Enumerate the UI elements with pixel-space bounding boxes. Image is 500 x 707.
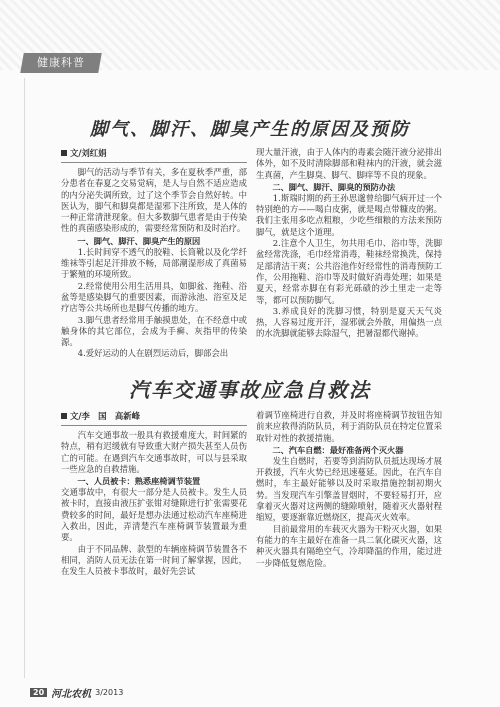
subheading: 二、脚气、脚汗、脚臭的预防办法 [272,181,396,192]
paragraph: 1.斯瑞时期的药王孙思邈曾给脚气病开过一个特别绝的方——喝白皮粥，就是喝点带糠皮的粥。我们主张用多吃点粗粮，少吃些细粮的方法来预防脚气，就是这个道理。 [256,192,442,237]
article2-column-right [256,410,442,569]
byline-square-icon [61,413,67,419]
article1-column-left [61,147,247,360]
article2-byline [61,410,247,426]
article1-col1-body [61,167,247,360]
paragraph: 2.经常使用公用生活用具，如脚盆、拖鞋、浴盆等是感染脚气的重要因素，而游泳池、浴室及足疗店等公共场所也是脚气传播的地方。 [61,280,247,314]
article1-column-right [256,147,442,340]
byline-square-icon [61,150,67,156]
issue-number: 3/2013 [95,687,124,697]
page-footer [30,686,123,698]
paragraph: 交通事故中，有很大一部分是人员被卡。发生人员被卡时，直接由液压扩张钳对缝隙进行扩张需要花费较多的时间，最好是想办法通过松动汽车座椅进入救出，因此，弄清楚汽车座椅调节装置最为重要。 [61,487,247,543]
article2-author: 文/李 国 高新峰 [70,411,141,421]
article1-title: 脚气、脚汗、脚臭产生的原因及预防 [90,119,410,140]
paragraph: 脚气的活动与季节有关，多在夏秋季严重，部分患者在春夏之交易觉病，是人与自然不适应造成的内分泌失调所致，过了这个季节会自然好转。中医认为，脚气和脚臭都是湿邪下注所致，是人体的一种正常清泄现象。但大多数脚气患者是由于传染性的真菌感染形成的，需要经常预防和及时治疗。 [61,167,247,234]
article2-column-left [61,410,247,578]
subheading: 一、脚气、脚汗、脚臭产生的原因 [77,235,201,246]
paragraph: 2.注意个人卫生，勿共用毛巾、浴巾等，洗脚盆经常洗涤，毛巾经常消毒，鞋袜经常换洗，保持足部清洁干爽；公共浴池作好经常性的消毒预防工作，公用拖鞋、浴巾等及时做好消毒处理；如果是夏天，经常赤脚在有彩光砾碛的沙土里走一走等等，都可以预防脚气。 [256,238,442,305]
paragraph: 现大量汗液，由于人体内的毒素会随汗液分泌排出体外，如不及时清除脚部和鞋袜内的汗液，就会滋生真菌，产生脚臭、脚气、脚痒等不良的现象。 [256,147,442,180]
article2-col3-body [61,430,247,578]
article2-title: 汽车交通事故应急自救法 [129,378,371,402]
paragraph: 目前最常用的车载灭火器为干粉灭火器，如果有能力的车主最好在准备一具二氧化碳灭火器，这种灭火器具有隔绝空气，冷却降温的作用，能过进一步降低复燃危险。 [256,523,442,568]
subheading: 二、汽车自燃：最好准备两个灭火器 [272,444,404,455]
paragraph: 着调节座椅进行自救，并及时将座椅调节按钮告知前来应救得消防队员，利于消防队员在特定位置采取针对性的救援措施。 [256,410,442,443]
subheading: 一、人员被卡：熟悉座椅调节装置 [77,476,201,487]
article1-author: 文/刘红娟 [70,148,107,158]
article2-col4-body [256,410,442,569]
paragraph: 3.养成良好的洗脚习惯，特别是夏天天气炎热，人容易过度开汗，湿邪就会外散，用偏热一点的水洗脚就能够去除湿气，把暑湿都代谢掉。 [256,305,442,339]
paragraph: 由于不同品牌、款型的车辆座椅调节装置各不相同，消防人员无法在第一时间了解掌握，因此，在发生人员被卡事故时，最好先尝试 [61,543,247,577]
paragraph: 汽车交通事故一般具有救援难度大，时间紧的特点，稍有迟缓就有导致重大财产损失甚至人员伤亡的可能。在遇到汽车交通事故时，可以与县采取一些应急的自救措施。 [61,430,247,474]
article1-byline [61,147,247,163]
magazine-name: 河北农机 [51,688,92,700]
paragraph: 发生自燃时，若要等到消防队员抵达现场才展开救援，汽车火势已经迅速蔓延。因此，在汽车自燃时，车主最好能够以及时采取措施控制初期火势。当发现汽车引擎盖冒烟时，不要轻易打开，应拿着灭火器对这两侧的缝隙喷射，随着灭火器射程缩短，要逐渐靠近燃烧区，提高灭火效率。 [256,455,442,523]
page-number: 20 [30,688,47,697]
section-tab [20,53,102,73]
paragraph: 1.长时间穿不透气的胶鞋、长筒靴以及化学纤维袜等引起足汗排放不畅，局部潮湿形成了真菌易于繁殖的环境所致。 [61,246,247,280]
paragraph: 4.爱好运动的人在剧烈运动后，脚部会出 [77,348,229,359]
section-label: 健康科普 [37,56,85,69]
article1-col2-body [256,147,442,340]
paragraph: 3.脚气患者经常用手触摸患处，在不经意中或触身体的其它部位，会成为手癣、灰指甲的传染源。 [61,314,247,348]
